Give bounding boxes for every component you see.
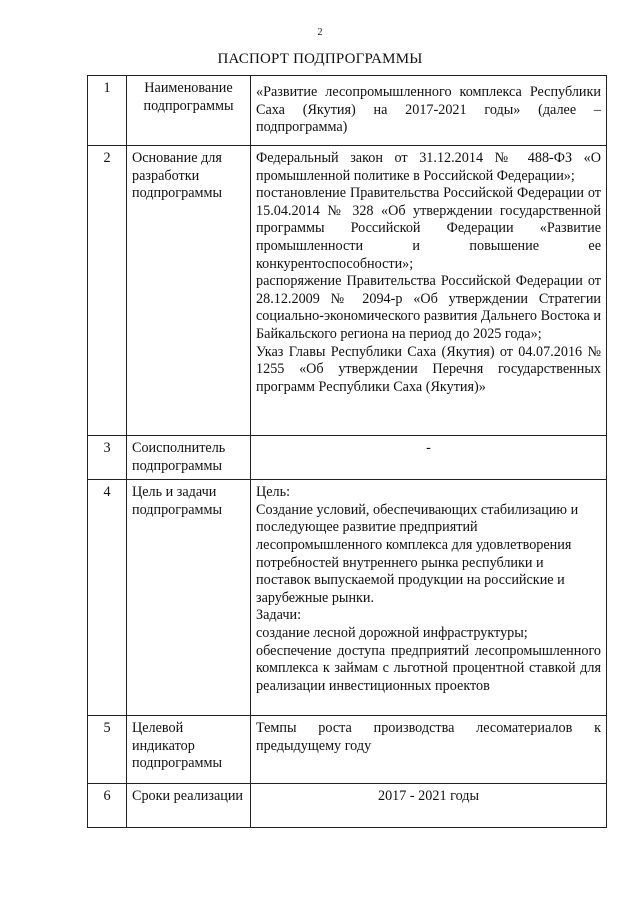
row-number: 4: [88, 480, 127, 716]
content-paragraph: 2017 - 2021 годы: [377, 788, 480, 805]
row-number: 1: [88, 76, 127, 146]
row-content: [251, 480, 607, 716]
row-content: [251, 784, 607, 828]
row-content: [251, 76, 607, 146]
table-row: [88, 480, 607, 716]
row-name: Цель и задачи подпрограммы: [127, 480, 251, 716]
table-row: [88, 784, 607, 828]
row-name: Сроки реализации: [127, 784, 251, 828]
content-paragraph: создание лесной дорожной инфраструктуры;: [256, 624, 528, 641]
content-paragraph: Задачи:: [256, 607, 302, 624]
row-number: 2: [88, 146, 127, 436]
content-paragraph: Создание условий, обеспечивающих стабилизацию и последующее развитие предприятий лесопромышленного комплекса для удовлетворения потребностей внутреннего рынка республики и поставок выпускаемой продукции на российские и зарубежные рынки.: [256, 501, 579, 606]
row-number: 5: [88, 716, 127, 784]
content-paragraph: Темпы роста производства лесоматериалов к предыдущему году: [256, 720, 601, 754]
row-name: Основание для разработки подпрограммы: [127, 146, 251, 436]
passport-table: [87, 75, 607, 828]
content-paragraph: обеспечение доступа предприятий лесопромышленного комплекса к займам с льготной процентной ставкой для реализации инвестиционных проектов: [256, 642, 601, 694]
content-paragraph: постановление Правительства Российской Федерации от 15.04.2014 № 328 «Об утверждении государственной программы Российской Федерации «Развитие промышленности и повышение ее конкурентоспособности»;: [256, 185, 601, 272]
table-row: [88, 436, 607, 480]
content-paragraph: распоряжение Правительства Российской Федерации от 28.12.2009 № 2094-р «Об утверждении Стратегии социально-экономического развития Дальнего Востока и Байкальского региона на период до 2025 года»;: [256, 273, 601, 342]
row-name: Наименование подпрограммы: [127, 76, 251, 146]
row-name: Соисполнитель подпрограммы: [127, 436, 251, 480]
row-number: 6: [88, 784, 127, 828]
content-paragraph: Цель:: [256, 484, 291, 501]
table-row: [88, 716, 607, 784]
table-row: [88, 146, 607, 436]
content-paragraph: Указ Главы Республики Саха (Якутия) от 04.07.2016 № 1255 «Об утверждении Перечня государственных программ Республики Саха (Якутия)»: [256, 343, 601, 395]
content-paragraph: -: [426, 440, 431, 456]
row-number: 3: [88, 436, 127, 480]
page-title: ПАСПОРТ ПОДПРОГРАММЫ: [217, 51, 423, 67]
row-content: [251, 716, 607, 784]
page-number: 2: [317, 27, 323, 38]
row-content: [251, 436, 607, 480]
table-row: [88, 76, 607, 146]
content-paragraph: «Развитие лесопромышленного комплекса Республики Саха (Якутия) на 2017-2021 годы» (далее – подпрограмма): [256, 84, 601, 136]
row-name: Целевой индикатор подпрограммы: [127, 716, 251, 784]
content-paragraph: Федеральный закон от 31.12.2014 № 488-ФЗ «О промышленной политике в Российской Федерации»;: [256, 150, 601, 184]
row-content: [251, 146, 607, 436]
